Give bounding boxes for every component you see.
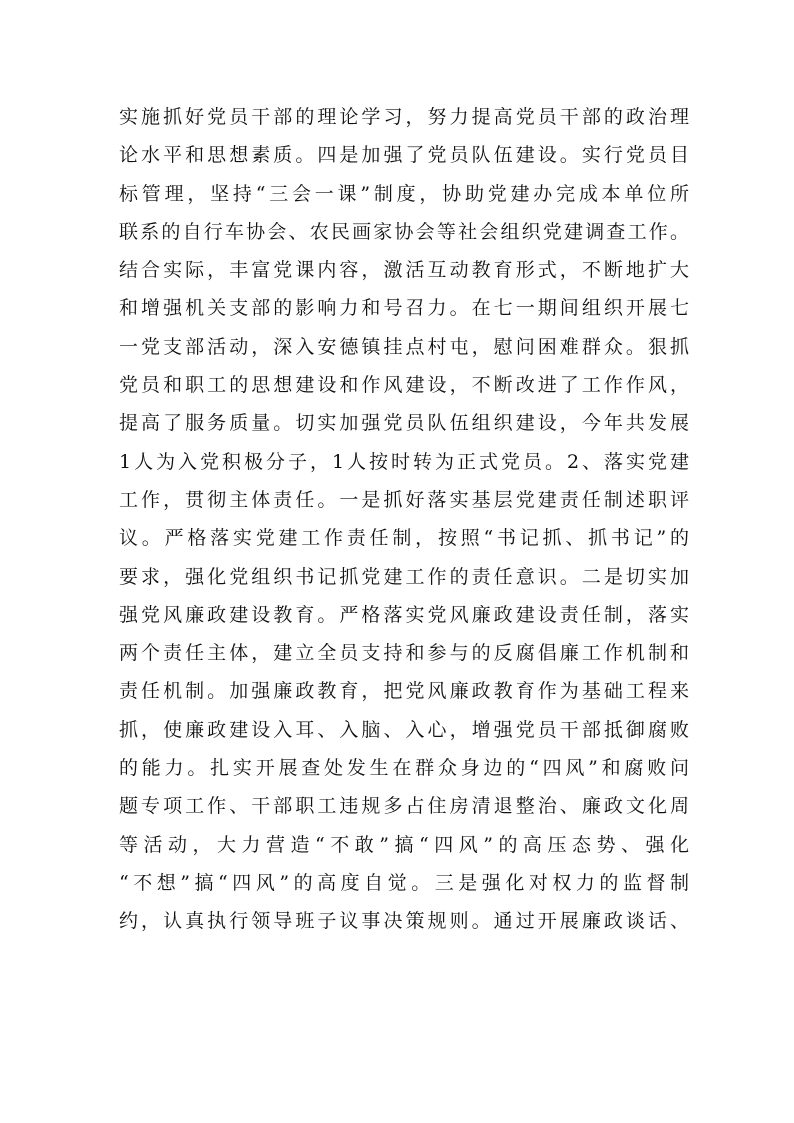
text-line: 两个责任主体，建立全员支持和参与的反腐倡廉工作机制和 (119, 642, 689, 665)
text-line: 抓，使廉政建设入耳、入脑、入心，增强党员干部抵御腐败 (119, 718, 689, 741)
text-line: 1人为入党积极分子，1人按时转为正式党员。2、落实党建 (119, 450, 689, 473)
text-line: 实施抓好党员干部的理论学习，努力提高党员干部的政治理 (119, 106, 689, 128)
text-line: 一党支部活动，深入安德镇挂点村屯，慰问困难群众。狠抓 (119, 335, 689, 358)
text-line: 标管理，坚持“三会一课”制度，协助党建办完成本单位所 (119, 182, 689, 205)
text-line: 的能力。扎实开展查处发生在群众身边的“四风”和腐败问 (119, 757, 689, 780)
text-line: 党员和职工的思想建设和作风建设，不断改进了工作作风， (119, 374, 689, 397)
text-line: 提高了服务质量。切实加强党员队伍组织建设，今年共发展 (119, 412, 689, 435)
text-line: 约，认真执行领导班子议事决策规则。通过开展廉政谈话、 (119, 910, 689, 933)
text-line: “不想”搞“四风”的高度自觉。三是强化对权力的监督制 (119, 871, 689, 894)
text-line: 要求，强化党组织书记抓党建工作的责任意识。二是切实加 (119, 565, 689, 588)
text-line: 结合实际，丰富党课内容，激活互动教育形式，不断地扩大 (119, 259, 689, 282)
text-line: 联系的自行车协会、农民画家协会等社会组织党建调查工作。 (119, 220, 689, 243)
text-line: 议。严格落实党建工作责任制，按照“书记抓、抓书记”的 (119, 527, 689, 550)
text-line: 和增强机关支部的影响力和号召力。在七一期间组织开展七 (119, 297, 689, 320)
text-line: 论水平和思想素质。四是加强了党员队伍建设。实行党员目 (119, 144, 689, 167)
text-line: 强党风廉政建设教育。严格落实党风廉政建设责任制，落实 (119, 603, 689, 626)
text-line: 责任机制。加强廉政教育，把党风廉政教育作为基础工程来 (119, 680, 689, 703)
body-text (119, 98, 689, 941)
text-line: 工作，贯彻主体责任。一是抓好落实基层党建责任制述职评 (119, 488, 689, 511)
text-line: 题专项工作、干部职工违规多占住房清退整治、廉政文化周 (119, 795, 689, 818)
text-line: 等活动，大力营造“不敢”搞“四风”的高压态势、强化 (119, 833, 689, 856)
